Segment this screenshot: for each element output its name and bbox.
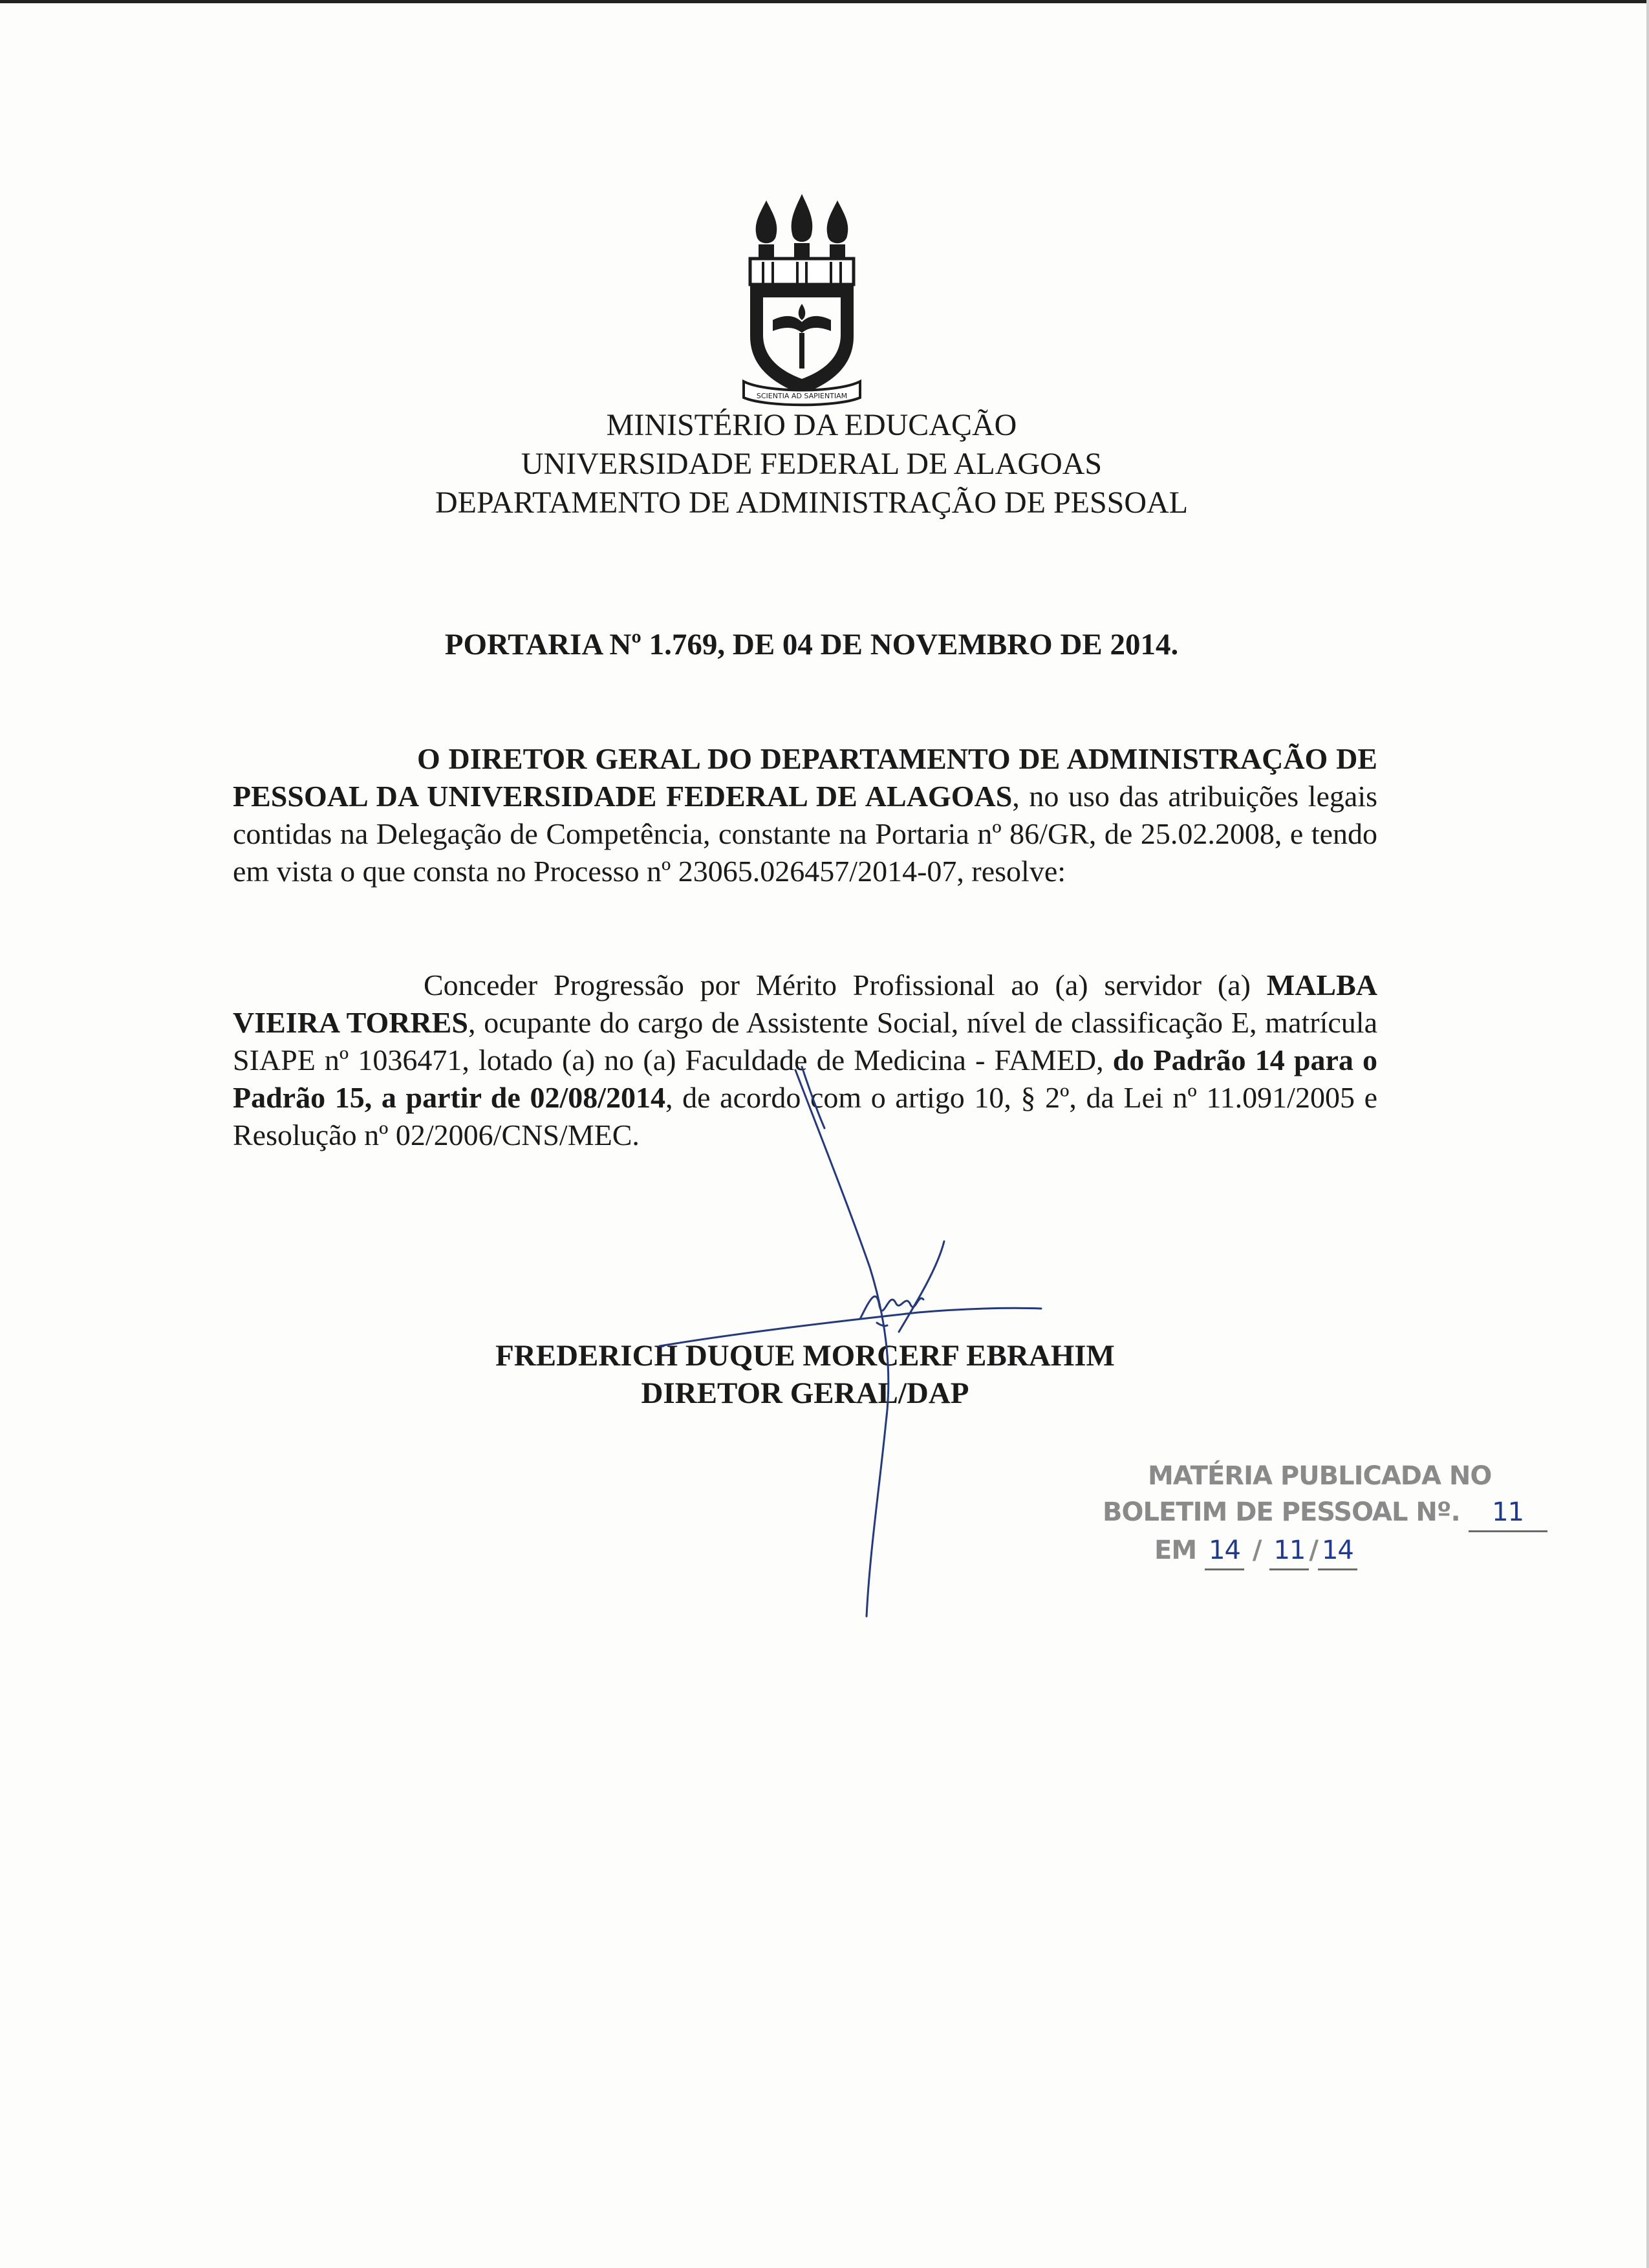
servant-name: MALBA VIEIRA TORRES <box>233 968 1377 1039</box>
header-ministry: MINISTÉRIO DA EDUCAÇÃO <box>606 408 1017 442</box>
stamp-date-month: 11 <box>1269 1532 1309 1570</box>
ufal-crest-icon <box>740 187 863 407</box>
stamp-line-3 <box>1103 1532 1465 1570</box>
preamble-paragraph <box>233 740 1377 890</box>
stamp-line-1: MATÉRIA PUBLICADA NO <box>1148 1461 1492 1491</box>
stamp-bulletin-number: 11 <box>1469 1494 1547 1532</box>
stamp-bulletin-label: BOLETIM DE PESSOAL Nº. <box>1103 1497 1460 1527</box>
preamble-text: , no uso das atribuições legais contidas na Delegação de Competência, constante na Portaria nº 86/GR, de 25.02.2008, e tendo em vista o que consta no Processo nº 23065.026457/2014-07, resolve: <box>233 780 1377 888</box>
stamp-date-sep-2: / <box>1309 1535 1318 1565</box>
document-header <box>0 406 1623 522</box>
progression-detail: do Padrão 14 para o Padrão 15, a partir de 02/08/2014 <box>233 1043 1377 1114</box>
crest-motto: SCIENTIA AD SAPIENTIAM <box>756 392 848 400</box>
signatory-name: FREDERICH DUQUE MORCERF EBRAHIM <box>495 1339 1115 1373</box>
stamp-line-2 <box>1103 1494 1524 1532</box>
header-department: DEPARTAMENTO DE ADMINISTRAÇÃO DE PESSOAL <box>435 486 1189 520</box>
signatory-title: DIRETOR GERAL/DAP <box>641 1376 969 1410</box>
scan-edge-right <box>1646 0 1649 2268</box>
preamble-bold: O DIRETOR GERAL DO DEPARTAMENTO DE ADMINISTRAÇÃO DE PESSOAL DA UNIVERSIDADE FEDERAL DE ALAGOAS <box>233 742 1377 813</box>
portaria-title: PORTARIA Nº 1.769, DE 04 DE NOVEMBRO DE 2014. <box>444 628 1179 661</box>
resolution-text-2: , ocupante do cargo de Assistente Social, nível de classificação E, matrícula SIAPE nº 1036471, lotado (a) no (a) Faculdade de Medicina - FAMED, <box>233 1006 1377 1076</box>
resolution-text-1: Conceder Progressão por Mérito Profissional ao (a) servidor (a) <box>424 968 1267 1001</box>
publication-stamp <box>1103 1458 1524 1570</box>
scan-edge-top <box>0 0 1649 3</box>
stamp-date-year: 14 <box>1318 1532 1357 1570</box>
stamp-date-sep-1: / <box>1252 1535 1262 1565</box>
header-university: UNIVERSIDADE FEDERAL DE ALAGOAS <box>521 447 1103 481</box>
resolution-paragraph <box>233 967 1377 1154</box>
stamp-date-label: EM <box>1154 1535 1197 1565</box>
stamp-date-day: 14 <box>1205 1532 1244 1570</box>
resolution-text-3: , de acordo com o artigo 10, § 2º, da Lei nº 11.091/2005 e Resolução nº 02/2006/CNS/MEC. <box>233 1081 1377 1151</box>
